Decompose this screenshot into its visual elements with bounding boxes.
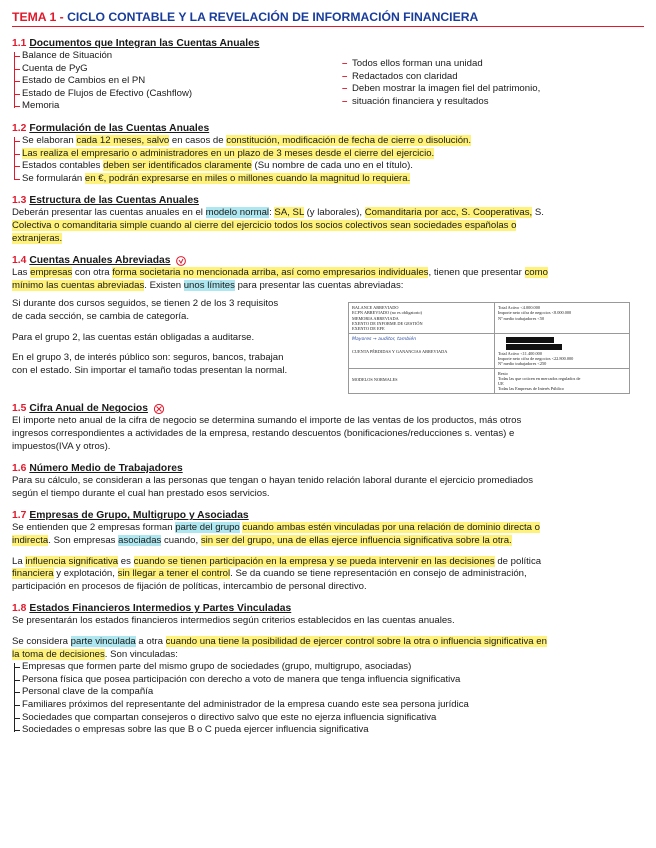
page-title: TEMA 1 - CICLO CONTABLE Y LA REVELACIÓN DE INFORMACIÓN FINANCIERA (12, 10, 644, 27)
paragraph: Las empresas con otra forma societaria no mencionada arriba, así como empresarios individuales, tienen que presentar como (12, 267, 548, 279)
paragraph: según el tiempo durante el cual han prestado esos servicios. (12, 487, 270, 499)
list-item: Familiares próximos del representante del administrador de la empresa cuando este sea persona jurídica (22, 699, 644, 712)
paragraph: Se considera parte vinculada a otra cuando una tiene la posibilidad de ejercer control sobre la otra o influencia significativa en (12, 635, 547, 647)
paragraph: La influencia significativa es cuando se tienen participación en la empresa y se pueda intervenir en las decisiones de política (12, 555, 542, 567)
section-1-2 (12, 122, 644, 185)
list-item: Se formularán en €, podrán expresarse en miles o millones cuando la magnitud lo requiera. (22, 173, 644, 186)
paragraph: En el grupo 3, de interés público son: seguros, bancos, trabajan (12, 352, 284, 364)
list-item: Persona física que posea participación con derecho a voto de manera que tenga influencia significativa (22, 674, 644, 687)
handwritten-mark-icon (153, 403, 165, 415)
table-cell: MODELOS NORMALES (349, 369, 495, 393)
list-item: – Todos ellos forman una unidad (342, 58, 540, 71)
handwritten-note: Mayores → auditor, también (352, 336, 417, 342)
formulation-list (12, 135, 644, 185)
list-item: Se elaboran cada 12 meses, salvo en casos de constitución, modificación de fecha de cierre o disolución. (22, 135, 644, 148)
table-cell: Total Activo <4.000.000 Importe neto cifra de negocios <8.000.000 Nº medio trabajadores <50 (498, 305, 572, 321)
list-item-continuation: – situación financiera y resultados (342, 96, 540, 109)
paragraph: participación en procesos de fijación de políticas, intercambio de personal directivo. (12, 580, 367, 592)
section-1-5 (12, 402, 644, 453)
paragraph: Se entienden que 2 empresas forman parte del grupo cuando ambas estén vinculadas por una relación de dominio directa o (12, 522, 541, 534)
paragraph: Para su cálculo, se consideran a las personas que tengan o hayan tenido relación laboral durante el ejercicio promediados (12, 475, 534, 487)
related-parties-list (12, 661, 644, 737)
paragraph: financiera y explotación, sin llegar a tener el control. Se da cuando se tiene representación en consejo de administración, (12, 568, 527, 580)
section-1-7 (12, 509, 644, 593)
paragraph: la toma de decisiones. Son vinculadas: (12, 648, 178, 660)
list-item: Estado de Cambios en el PN (22, 75, 328, 88)
section-1-4 (12, 254, 644, 394)
paragraph: mínimo las cuentas abreviadas. Existen unos límites para presentar las cuentas abreviadas: (12, 279, 404, 291)
list-item: Personal clave de la compañía (22, 686, 644, 699)
table-cell: Total Activo <11.400.000 Importe neto cifra de negocios <22.800.000 Nº medio trabajadores <250 (495, 334, 629, 368)
paragraph: Para el grupo 2, las cuentas están obligadas a auditarse. (12, 331, 255, 343)
section-1-8 (12, 602, 644, 736)
list-item: Balance de Situación (22, 50, 328, 63)
redaction-bar (506, 344, 562, 350)
section-heading: 1.2 Formulación de las Cuentas Anuales (12, 122, 210, 134)
section-heading: 1.3 Estructura de las Cuentas Anuales (12, 195, 199, 207)
limits-table (348, 302, 630, 394)
section-heading: 1.4 Cuentas Anuales Abreviadas (12, 254, 644, 267)
list-item: Estado de Flujos de Efectivo (Cashflow) (22, 88, 328, 101)
paragraph: Si durante dos cursos seguidos, se tienen 2 de los 3 requisitos (12, 298, 279, 310)
section-heading: 1.8 Estados Financieros Intermedios y Partes Vinculadas (12, 603, 292, 615)
list-item: Cuenta de PyG (22, 63, 328, 76)
section-heading: 1.7 Empresas de Grupo, Multigrupo y Asociadas (12, 510, 249, 522)
list-item: Sociedades que compartan consejeros o directivo salvo que este no ejerza influencia significativa (22, 712, 644, 725)
paragraph: Deberán presentar las cuentas anuales en el modelo normal: SA, SL (y laborales), Comanditaria por acc, S. Cooperativas, S. (12, 207, 544, 219)
paragraph: de cada sección, se cambia de categoría. (12, 310, 190, 322)
table-cell: Resto Todas las que coticen en mercados regulados de UE Todas las Empresas de Interés Público (498, 371, 581, 392)
characteristics-list (328, 50, 540, 113)
list-item: Las realiza el empresario o administradores en un plazo de 3 meses desde el cierre del ejercicio. (22, 148, 644, 161)
document-page (12, 10, 644, 737)
section-1-6 (12, 462, 644, 500)
section-1-3 (12, 194, 644, 245)
table-row (349, 303, 629, 333)
list-item: Empresas que formen parte del mismo grupo de sociedades (grupo, multigrupo, asociadas) (22, 661, 644, 674)
paragraph: indirecta. Son empresas asociadas cuando, sin ser del grupo, una de ellas ejerce influencia significativa sobre la otra. (12, 535, 512, 546)
section-heading: 1.5 Cifra Anual de Negocios (12, 402, 644, 415)
section-heading: 1.1 Documentos que Integran las Cuentas Anuales (12, 38, 260, 49)
paragraph: Colectiva o comanditaria simple cuando al cierre del ejercicio todos los socios colectivos sean sociedades españolas o (12, 219, 517, 231)
table-cell: BALANCE ABREVIADO ECPN ABREVIADO (no es obligatorio) MEMORIA ABREVIADA EXENTO DE INFORME DE GESTIÓN EXENTO DE EFE (349, 303, 495, 332)
paragraph: con el estado. Sin importar el tamaño todas presentan la normal. (12, 364, 288, 376)
documents-list (12, 50, 328, 113)
paragraph: Se presentarán los estados financieros intermedios según criterios establecidos en las cuentas anuales. (12, 615, 455, 627)
paragraph: El importe neto anual de la cifra de negocio se determina sumando el importe de las ventas de los productos, más otros (12, 415, 522, 427)
paragraph: extranjeras. (12, 232, 63, 244)
paragraph: impuestos(IVA y otros). (12, 440, 111, 452)
list-item: – Deben mostrar la imagen fiel del patrimonio, (342, 83, 540, 96)
table-cell: Mayores → auditor, también CUENTA PÉRDIDAS Y GANANCIAS ABREVIADA (349, 334, 495, 368)
section-heading: 1.6 Número Medio de Trabajadores (12, 463, 183, 475)
table-row (349, 334, 629, 369)
list-item: – Redactados con claridad (342, 71, 540, 84)
list-item: Memoria (22, 100, 328, 113)
redaction-bar (506, 337, 554, 343)
table-row (349, 369, 629, 393)
section-1-1 (12, 37, 644, 113)
handwritten-mark-icon (175, 255, 187, 267)
list-item: Estados contables deben ser identificados claramente (Su nombre de cada uno en el título). (22, 160, 644, 173)
list-item: Sociedades o empresas sobre las que B o C pueda ejercer influencia significativa (22, 724, 644, 737)
paragraph: ingresos correspondientes a actividades de la empresa, restando descuentos (bonificaciones/reducciones s. ventas) e (12, 428, 515, 440)
